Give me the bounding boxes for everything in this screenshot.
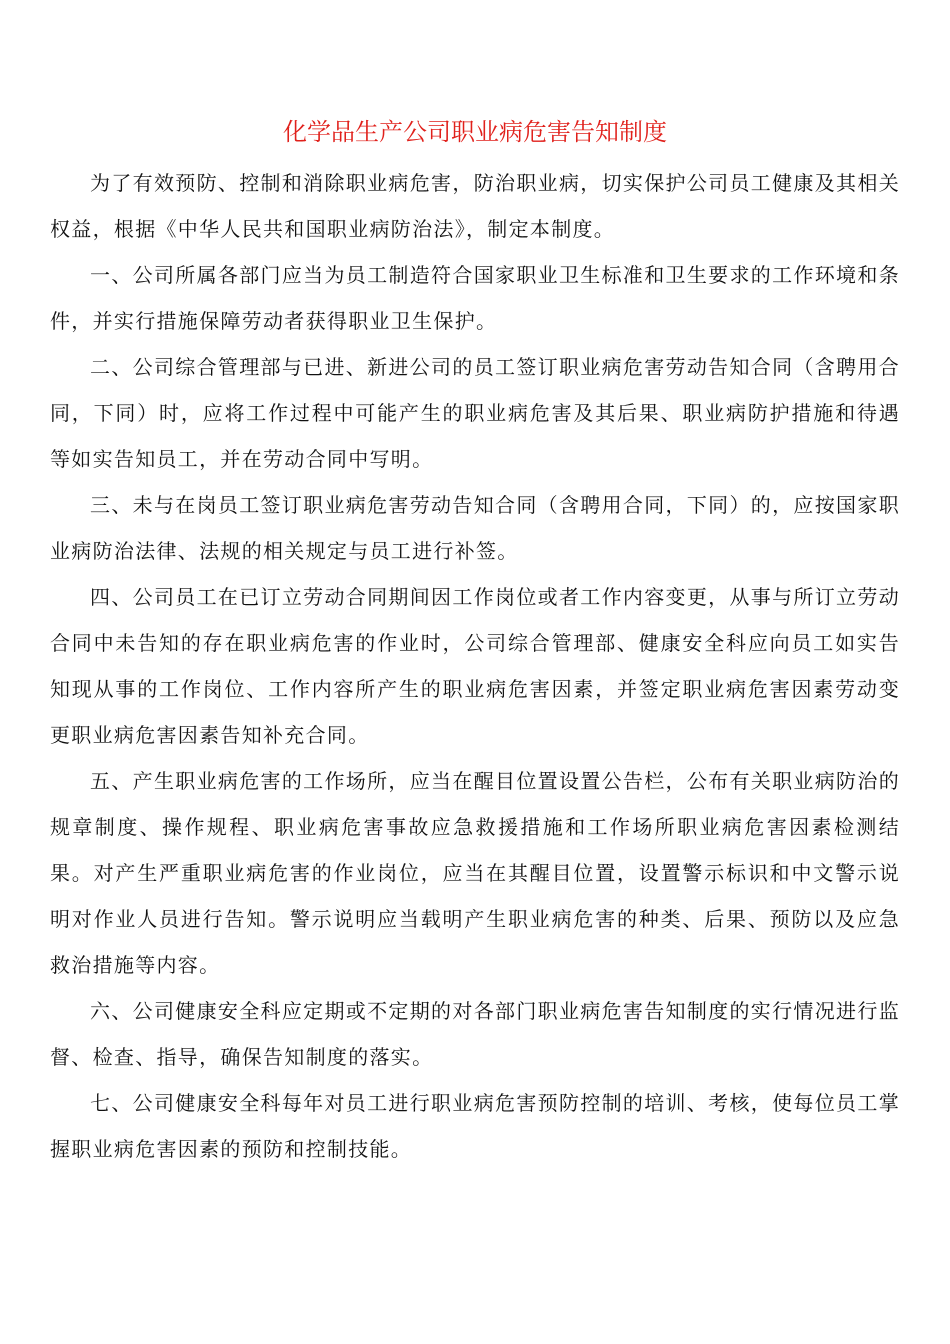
paragraph-article-5: 五、产生职业病危害的工作场所，应当在醒目位置设置公告栏，公布有关职业病防治的规章制度、操作规程、职业病危害事故应急救援措施和工作场所职业病危害因素检测结果。对产生严重职业病危害的作业岗位，应当在其醒目位置，设置警示标识和中文警示说明对作业人员进行告知。警示说明应当载明产生职业病危害的种类、后果、预防以及应急救治措施等内容。 bbox=[50, 769, 900, 977]
paragraph-article-1: 一、公司所属各部门应当为员工制造符合国家职业卫生标准和卫生要求的工作环境和条件，并实行措施保障劳动者获得职业卫生保护。 bbox=[50, 263, 900, 333]
paragraph-article-3: 三、未与在岗员工签订职业病危害劳动告知合同（含聘用合同，下同）的，应按国家职业病防治法律、法规的相关规定与员工进行补签。 bbox=[50, 493, 900, 563]
paragraph-article-4: 四、公司员工在已订立劳动合同期间因工作岗位或者工作内容变更，从事与所订立劳动合同中未告知的存在职业病危害的作业时，公司综合管理部、健康安全科应向员工如实告知现从事的工作岗位、工作内容所产生的职业病危害因素，并签定职业病危害因素劳动变更职业病危害因素告知补充合同。 bbox=[50, 585, 900, 747]
paragraph-preamble: 为了有效预防、控制和消除职业病危害，防治职业病，切实保护公司员工健康及其相关权益，根据《中华人民共和国职业病防治法》，制定本制度。 bbox=[50, 171, 900, 241]
document-title: 化学品生产公司职业病危害告知制度 bbox=[283, 118, 667, 146]
paragraph-article-2: 二、公司综合管理部与已进、新进公司的员工签订职业病危害劳动告知合同（含聘用合同，下同）时，应将工作过程中可能产生的职业病危害及其后果、职业病防护措施和待遇等如实告知员工，并在劳动合同中写明。 bbox=[50, 355, 900, 471]
paragraph-article-7: 七、公司健康安全科每年对员工进行职业病危害预防控制的培训、考核，使每位员工掌握职业病危害因素的预防和控制技能。 bbox=[50, 1091, 900, 1161]
paragraph-article-6: 六、公司健康安全科应定期或不定期的对各部门职业病危害告知制度的实行情况进行监督、检查、指导，确保告知制度的落实。 bbox=[50, 999, 900, 1069]
